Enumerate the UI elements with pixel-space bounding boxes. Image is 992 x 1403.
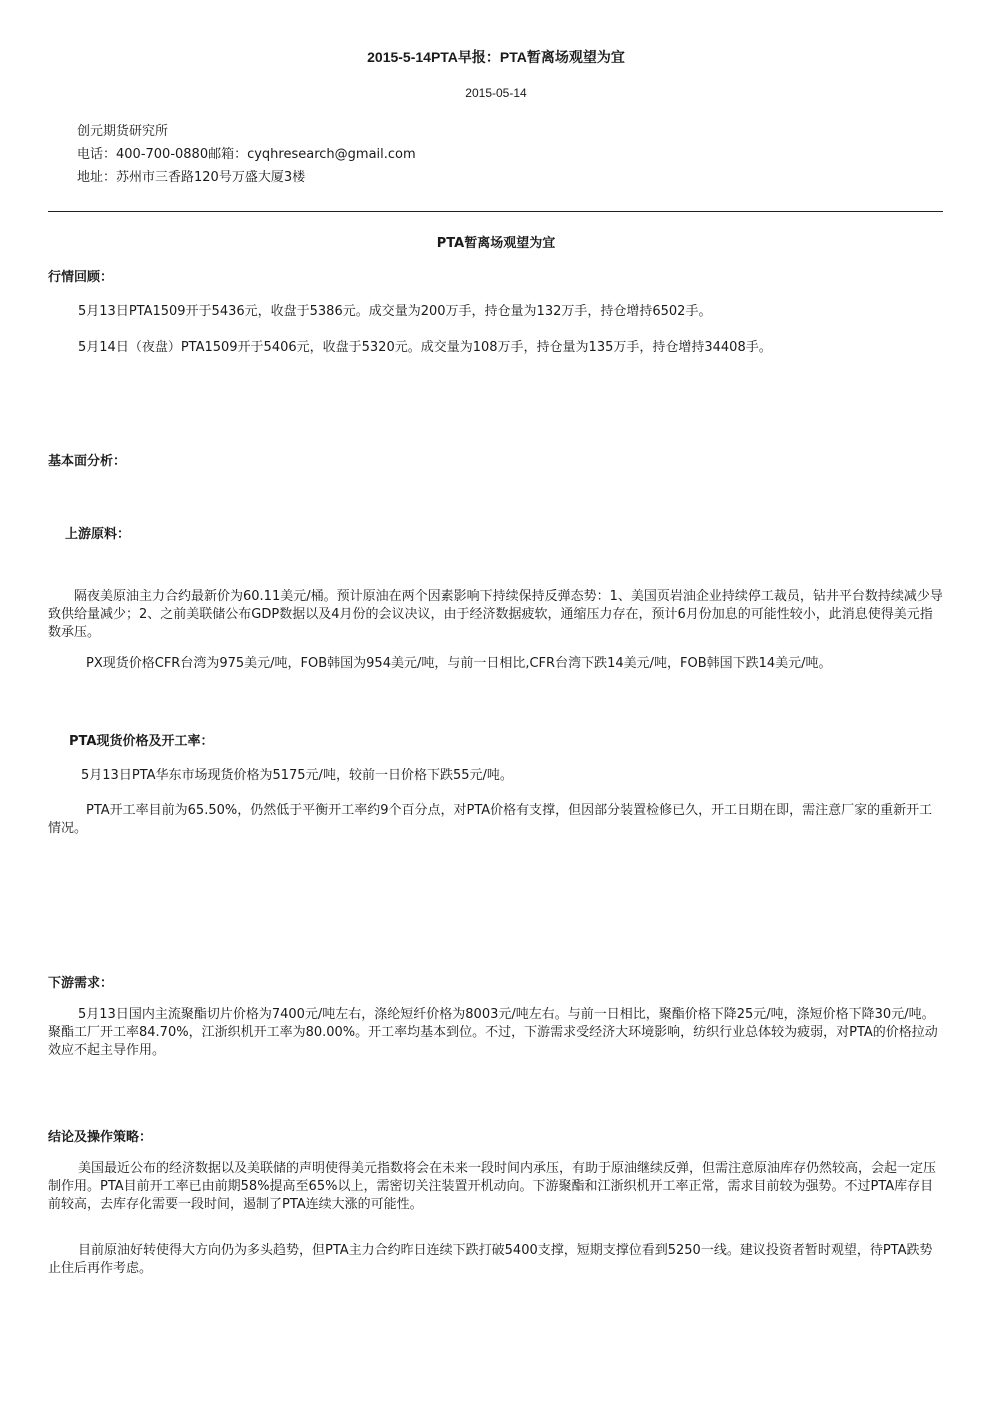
conclusion-paragraph: 美国最近公布的经济数据以及美联储的声明使得美元指数将会在未来一段时间内承压，有助于原油继续反弹，但需注意原油库存仍然较高，会起一定压制作用。PTA目前开工率已由前期58%提高至65%以上，需密切关注装置开机动向。下游聚酯和江浙织机开工率正常，需求目前较为强势。不过PTA库存目前较高，去库存化需要一段时间，遏制了PTA连续大涨的可能性。 — [48, 1161, 937, 1212]
operating-rate-paragraph: PTA开工率目前为65.50%，仍然低于平衡开工率约9个百分点，对PTA价格有支撑，但因部分装置检修已久，开工日期在即，需注意厂家的重新开工情况。 — [48, 803, 933, 836]
conclusion-heading: 结论及操作策略： — [48, 1130, 153, 1145]
fundamentals-heading: 基本面分析： — [48, 454, 127, 469]
conclusion-paragraph: 目前原油好转使得大方向仍为多头趋势，但PTA主力合约昨日连续下跌打破5400支撑，短期支撑位看到5250一线。建议投资者暂时观望，待PTA跌势止住后再作考虑。 — [48, 1243, 933, 1276]
downstream-paragraph: 5月13日国内主流聚酯切片价格为7400元/吨左右，涤纶短纤价格为8003元/吨左右。与前一日相比，聚酯价格下降25元/吨，涤短价格下降30元/吨。聚酯工厂开工率84.70%，江浙织机开工率为80.00%。开工率均基本到位。不过，下游需求受经济大环境影响，纺织行业总体较为疲弱，对PTA的价格拉动效应不起主导作用。 — [48, 1007, 938, 1058]
page-title: 2015-5-14PTA早报：PTA暂离场观望为宜 — [367, 49, 625, 65]
header-divider — [48, 211, 943, 212]
market-review-paragraph: 5月14日（夜盘）PTA1509开于5406元，收盘于5320元。成交量为108万手，持仓量为135万手，持仓增持34408手。 — [78, 340, 772, 355]
spot-price-heading: PTA现货价格及开工率： — [69, 734, 214, 749]
contact-info: 电话：400-700-0880邮箱：cyqhresearch@gmail.com — [77, 147, 416, 162]
upstream-heading: 上游原料： — [65, 527, 131, 542]
address: 地址：苏州市三香路120号万盛大厦3楼 — [77, 170, 306, 185]
downstream-heading: 下游需求： — [48, 976, 114, 991]
market-review-paragraph: 5月13日PTA1509开于5436元，收盘于5386元。成交量为200万手，持仓量为132万手，持仓增持6502手。 — [78, 304, 712, 319]
spot-price-paragraph: 5月13日PTA华东市场现货价格为5175元/吨，较前一日价格下跌55元/吨。 — [81, 768, 513, 783]
market-review-heading: 行情回顾： — [48, 270, 114, 285]
article-subtitle: PTA暂离场观望为宜 — [436, 236, 556, 251]
org-name: 创元期货研究所 — [77, 124, 169, 139]
upstream-paragraph: PX现货价格CFR台湾为975美元/吨，FOB韩国为954美元/吨，与前一日相比,CFR台湾下跌14美元/吨，FOB韩国下跌14美元/吨。 — [86, 656, 832, 671]
upstream-paragraph: 隔夜美原油主力合约最新价为60.11美元/桶。预计原油在两个因素影响下持续保持反弹态势：1、美国页岩油企业持续停工裁员，钻井平台数持续减少导致供给量减少；2、之前美联储公布GDP数据以及4月份的会议决议，由于经济数据疲软，通缩压力存在，预计6月份加息的可能性较小，此消息使得美元指数承压。 — [48, 589, 943, 640]
publish-date: 2015-05-14 — [465, 86, 527, 100]
